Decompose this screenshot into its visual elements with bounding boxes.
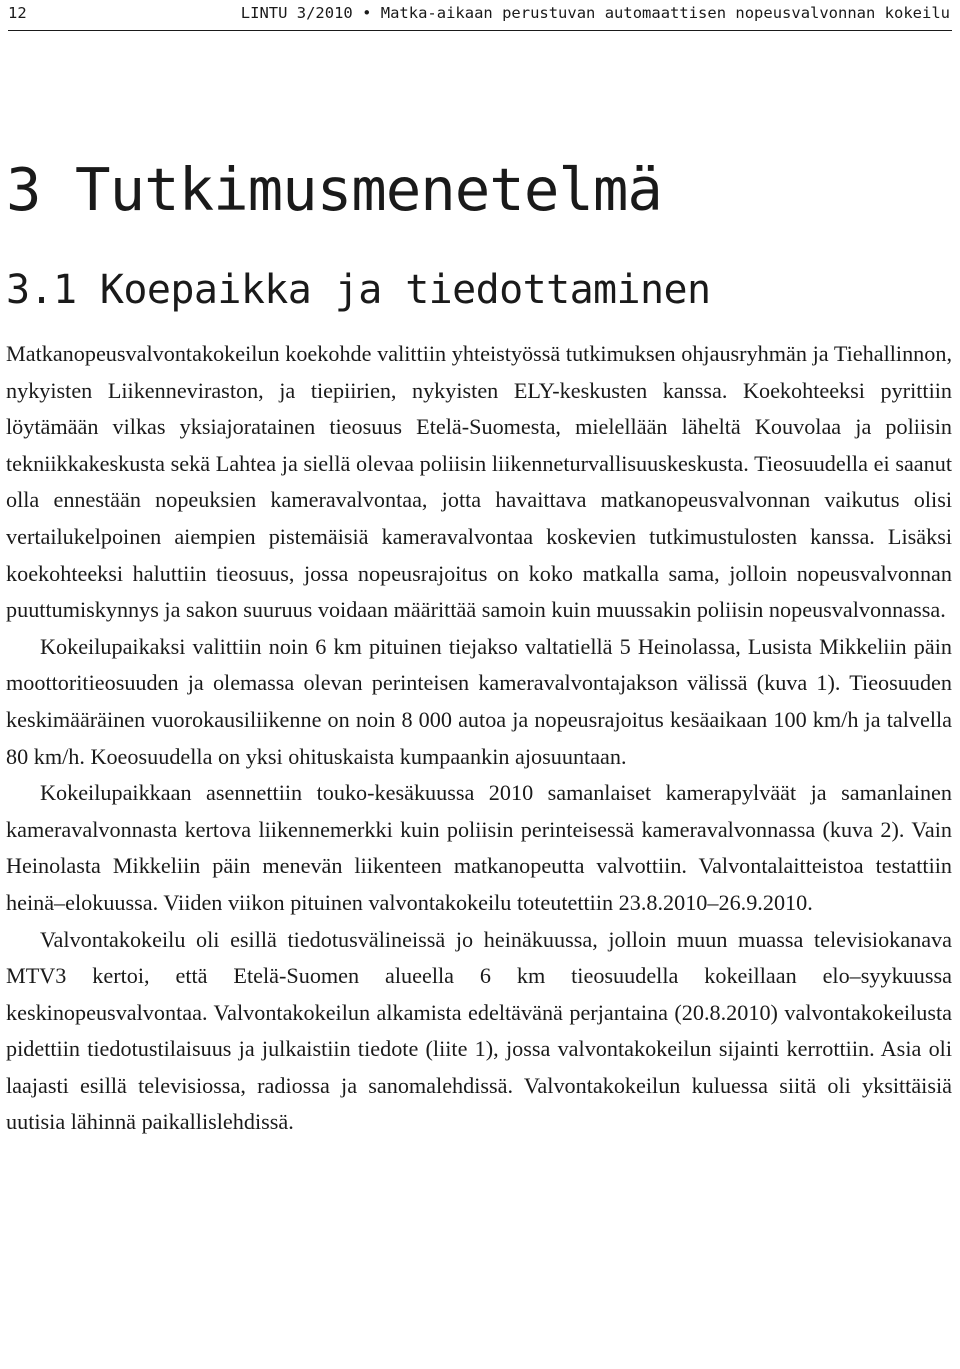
section-body	[6, 336, 952, 1141]
running-header	[8, 2, 952, 31]
running-title: LINTU 3/2010 • Matka-aikaan perustuvan automaattisen nopeusvalvonnan kokeilu	[240, 4, 950, 22]
page-number: 12	[8, 4, 27, 22]
paragraph-3: Kokeilupaikkaan asennettiin touko-kesäkuussa 2010 samanlaiset kamerapylväät ja samanlainen kameravalvonnasta kertova liikennemerkki kuin poliisin perinteisessä kameravalvonnassa (kuva 2). Vain Heinolasta Mikkeliin päin menevän liikenteen matkanopeutta valvottiin. Valvontalaitteistoa testattiin heinä–elokuussa. Viiden viikon pituinen valvontakokeilu toteutettiin 23.8.2010–26.9.2010.	[6, 780, 952, 915]
paragraph-1: Matkanopeusvalvontakokeilun koekohde valittiin yhteistyössä tutkimuksen ohjausryhmän ja Tiehallinnon, nykyisten Liikenneviraston, ja tiepiirien, nykyisten ELY-keskusten kanssa. Koekohteeksi pyrittiin löytämään vilkas yksiajoratainen tieosuus Etelä-Suomesta, mielellään läheltä Kouvolaa ja poliisin tekniikkakeskusta sekä Lahtea ja siellä olevaa poliisin liikenneturvallisuuskeskusta. Tieosuudella ei saanut olla ennestään nopeuksien kameravalvontaa, jotta havaittava matkanopeusvalvonnan vaikutus olisi vertailukelpoinen aiempien pistemäisiä kameravalvontaa koskevien tutkimustulosten kanssa. Lisäksi koekohteeksi haluttiin tieosuus, jossa nopeusrajoitus on koko matkalla sama, jolloin nopeusvalvonnan puuttumiskynnys ja sakon suuruus voidaan määrittää samoin kuin muussakin poliisin nopeusvalvonnassa.	[6, 341, 952, 623]
section-title: 3.1 Koepaikka ja tiedottaminen	[6, 267, 711, 313]
paragraph-2: Kokeilupaikaksi valittiin noin 6 km pituinen tiejakso valtatiellä 5 Heinolassa, Lusista Mikkeliin päin moottoritieosuuden ja olemassa olevan perinteisen kameravalvontajakson välissä (kuva 1). Tieosuuden keskimääräinen vuorokausiliikenne on noin 8 000 autoa ja nopeusrajoitus kesäaikaan 100 km/h ja talvella 80 km/h. Koeosuudella on yksi ohituskaista kumpaankin ajosuuntaan.	[6, 633, 952, 769]
paragraph-4: Valvontakokeilu oli esillä tiedotusvälineissä jo heinäkuussa, jolloin muun muassa televisiokanava MTV3 kertoi, että Etelä-Suomen alueella 6 km tieosuudella kokeillaan elo–syykuussa keskinopeusvalvontaa. Valvontakokeilun alkamista edeltävänä perjantaina (20.8.2010) valvontakokeilusta pidettiin tiedotustilaisuus ja julkaistiin tiedote (liite 1), jossa valvontakokeilun sijainti kerrottiin. Asia oli laajasti esillä televisiossa, radiossa ja sanomalehdissä. Valvontakokeilun kuluessa siitä oli yksittäisiä uutisia lähinnä paikallislehdissä.	[6, 926, 952, 1135]
chapter-title: 3 Tutkimusmenetelmä	[6, 155, 662, 224]
